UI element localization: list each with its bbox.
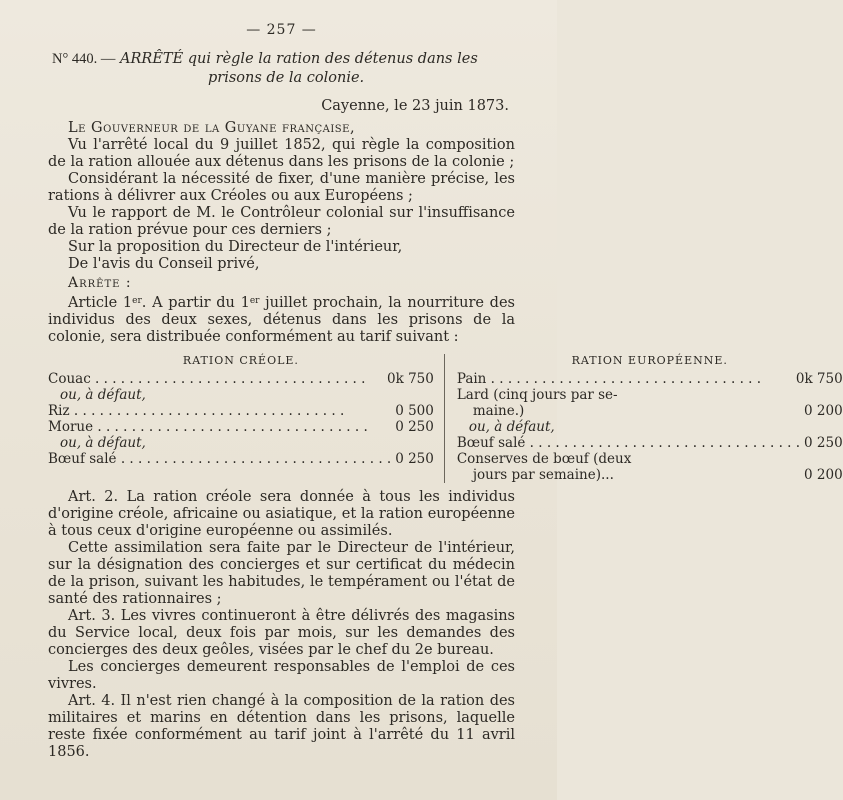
assimilation-paragraph: Cette assimilation sera faite par le Directeur de l'intérieur, sur la désignation des concierges et sur certificat du médecin de la prison, suivant les habitudes, le tempérament ou l'état de santé des rationnaires ; bbox=[48, 540, 515, 607]
article-2: Art. 2. La ration créole sera donnée à tous les individus d'origine créole, africaine ou asiatique, et la ration européenne à tous ceux d'origine européenne ou assimilés. bbox=[48, 489, 515, 539]
document-title bbox=[52, 50, 515, 88]
arrete-label: Arrête : bbox=[68, 275, 132, 291]
ration-table bbox=[48, 354, 843, 483]
title-line-2: prisons de la colonie. bbox=[208, 70, 365, 86]
ration-alt: ou, à défaut, bbox=[60, 387, 146, 403]
article-3: Art. 3. Les vivres continueront à être délivrés des magasins du Service local, deux fois par mois, sur les demandes des concierges des deux geôles, visées par le chef du 2e bureau. bbox=[48, 608, 515, 658]
ration-row: Riz . . . 0 500 bbox=[48, 403, 434, 419]
authority-line: Le Gouverneur de la Guyane française, bbox=[68, 120, 356, 136]
ration-row: Couac . . . 0k 750 bbox=[48, 371, 434, 387]
ration-row: Morue . . . 0 250 bbox=[48, 419, 434, 435]
title-line-1: ARRÊTÉ qui règle la ration des détenus dans les bbox=[120, 51, 478, 67]
recital-3: Vu le rapport de M. le Contrôleur colonial sur l'insuffisance de la ration prévue pour ces derniers ; bbox=[48, 205, 515, 238]
recital-2: Considérant la nécessité de fixer, d'une manière précise, les rations à délivrer aux Créoles ou aux Européens ; bbox=[48, 171, 515, 204]
ration-europeenne-heading: RATION EUROPÉENNE. bbox=[571, 354, 728, 367]
ration-row: Pain . . . 0k 750 bbox=[457, 371, 843, 387]
article-1: Article 1er. A partir du 1er juillet prochain, la nourriture des individus des deux sexes, détenus dans les prisons de la colonie, sera distribuée conformément au tarif suivant : bbox=[48, 295, 515, 345]
ration-creole-heading: RATION CRÉOLE. bbox=[182, 354, 299, 367]
recital-5: De l'avis du Conseil privé, bbox=[68, 256, 260, 272]
ration-alt: ou, à défaut, bbox=[60, 435, 146, 451]
ration-row: Bœuf salé . . . 0 250 bbox=[48, 451, 434, 467]
ration-row: Conserves de bœuf (deux jours par semaine)... 0 200 bbox=[456, 451, 843, 483]
page-number: — 257 — bbox=[246, 22, 317, 38]
ration-creole-column bbox=[48, 354, 445, 483]
article-4: Art. 4. Il n'est rien changé à la composition de la ration des militaires et marins en détention dans les prisons, laquelle reste fixée conformément au tarif joint à l'arrêté du 11 avril 1856. bbox=[48, 693, 515, 760]
ration-alt: ou, à défaut, bbox=[468, 419, 555, 435]
concierges-paragraph: Les concierges demeurent responsables de l'emploi de ces vivres. bbox=[48, 659, 515, 692]
recital-1: Vu l'arrêté local du 9 juillet 1852, qui règle la composition de la ration allouée aux détenus dans les prisons de la colonie ; bbox=[48, 137, 515, 170]
act-number: N° 440. — bbox=[52, 51, 116, 67]
ration-row: Bœuf salé . . . 0 250 bbox=[457, 435, 843, 451]
dateline: Cayenne, le 23 juin 1873. bbox=[321, 98, 509, 114]
ration-europeenne-column bbox=[445, 354, 843, 483]
ration-row: Lard (cinq jours par se- maine.) 0 200 bbox=[456, 387, 843, 419]
recital-4: Sur la proposition du Directeur de l'intérieur, bbox=[68, 239, 403, 255]
